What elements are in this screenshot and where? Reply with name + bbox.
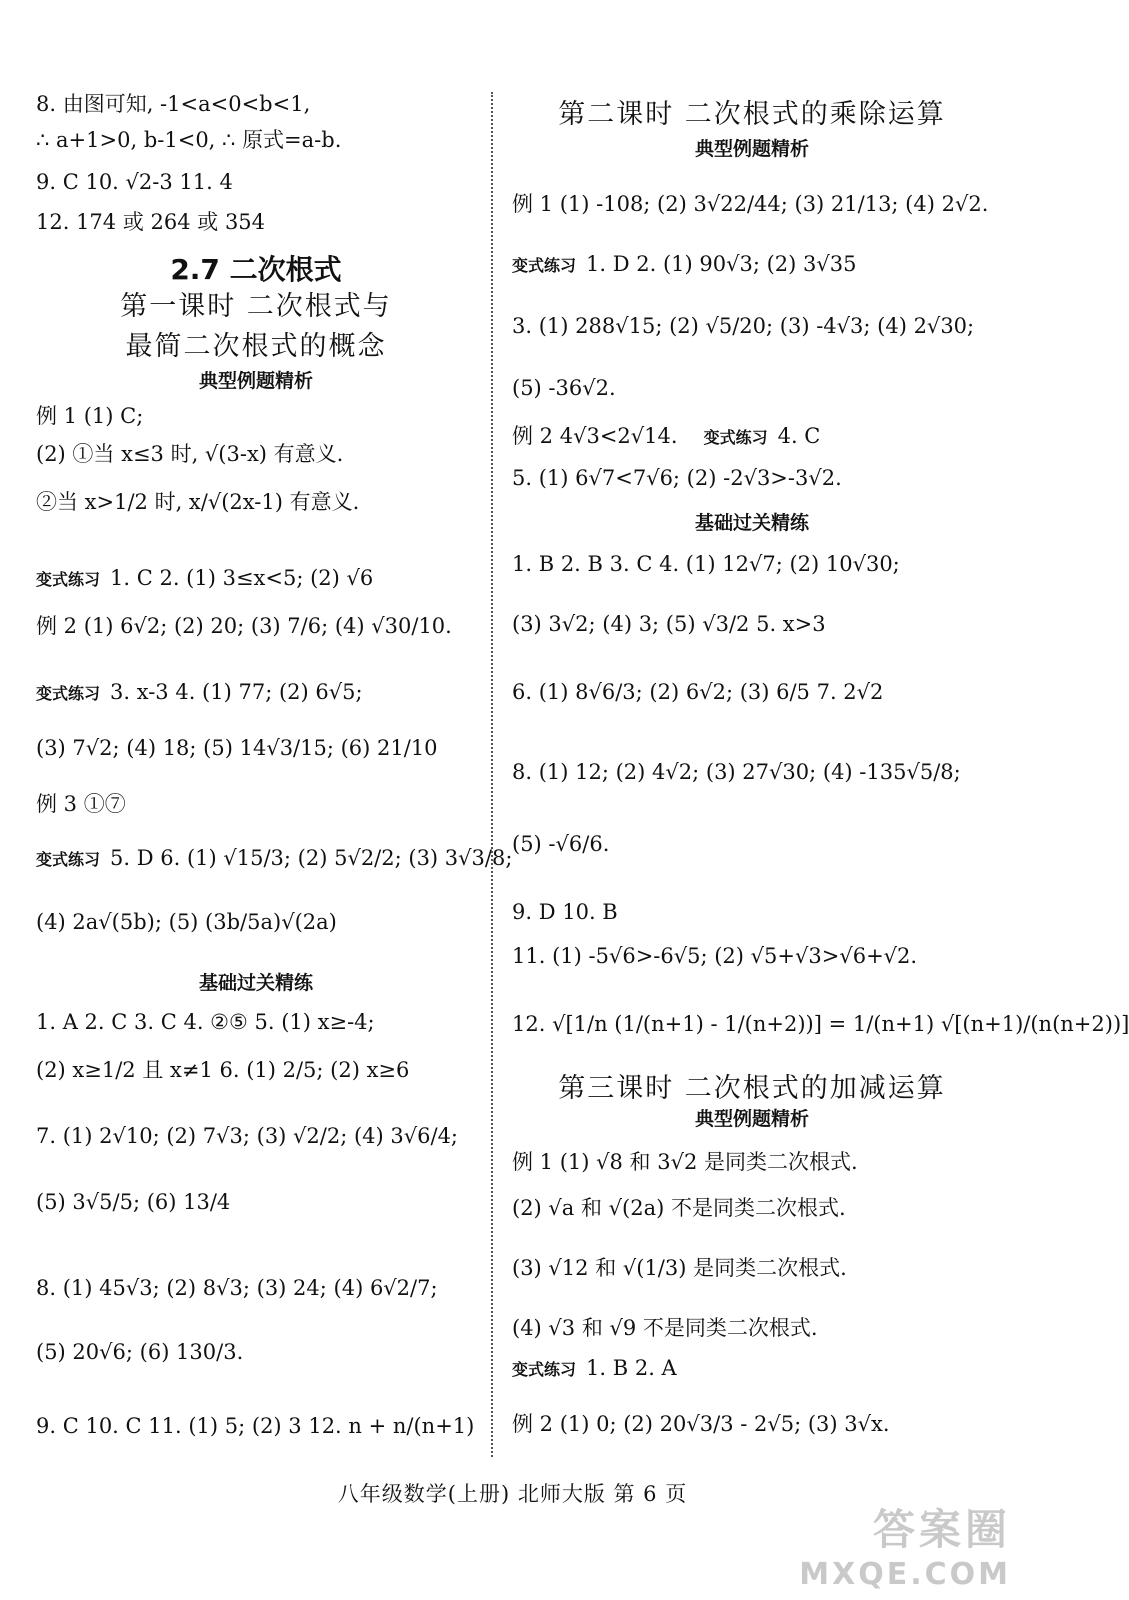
answer-text: 1. B 2. A: [586, 1356, 677, 1380]
answer-text: 1. C 2. (1) 3≤x<5; (2) √6: [110, 566, 374, 590]
answer-line: [36, 1190, 230, 1214]
answer-text: 8. (1) 12; (2) 4√2; (3) 27√30; (4) -135√5/8;: [512, 760, 961, 784]
answer-line: [512, 832, 609, 856]
answer-text: 4. C: [777, 424, 821, 448]
answer-text: 3. x-3 4. (1) 77; (2) 6√5;: [110, 680, 363, 704]
answer-text: 例 2 (1) 0; (2) 20√3/3 - 2√5; (3) 3√x.: [512, 1412, 890, 1436]
answer-text: 例 1 (1) √8 和 3√2 是同类二次根式.: [512, 1150, 858, 1174]
answer-line: [36, 490, 359, 514]
answer-text: (2) √a 和 √(2a) 不是同类二次根式.: [512, 1196, 846, 1220]
answer-line: [512, 612, 826, 636]
subsection-title: 典型例题精析: [198, 370, 313, 392]
answer-text: 9. C 10. √2-3 11. 4: [36, 170, 233, 194]
answer-text: 9. C 10. C 11. (1) 5; (2) 3 12. n + n/(n+1): [36, 1414, 475, 1438]
watermark-url: MXQE.COM: [799, 1557, 1011, 1592]
answer-line: [512, 1012, 1129, 1036]
answer-text: (4) √3 和 √9 不是同类二次根式.: [512, 1316, 818, 1340]
answer-line: [512, 900, 618, 924]
practice-tag: 变式练习: [512, 256, 577, 275]
answer-line: [512, 680, 883, 704]
answer-line: [512, 1412, 890, 1436]
answer-line: [36, 442, 343, 466]
answer-text: ∴ a+1>0, b-1<0, ∴ 原式=a-b.: [36, 128, 342, 152]
answer-line: [36, 680, 363, 704]
practice-tag: 变式练习: [703, 428, 768, 447]
answer-line: [36, 1124, 458, 1148]
answer-text: (5) -36√2.: [512, 376, 616, 400]
answer-text: 例 1 (1) C;: [36, 404, 144, 428]
watermark-logo-text: 答案圈: [872, 1505, 1011, 1554]
answer-line: [36, 1010, 375, 1034]
answer-line: [512, 376, 616, 400]
answer-text: 9. D 10. B: [512, 900, 618, 924]
answer-line: [36, 404, 143, 428]
answer-line: [512, 760, 961, 784]
answer-text: 例 2 4√3<2√14.: [512, 424, 678, 448]
answer-line: [36, 1058, 409, 1082]
answer-line: [36, 792, 126, 816]
answer-text: 例 2 (1) 6√2; (2) 20; (3) 7/6; (4) √30/10.: [36, 614, 452, 638]
answer-text: (2) x≥1/2 且 x≠1 6. (1) 2/5; (2) x≥6: [36, 1058, 410, 1082]
lesson-title: 第三课时 二次根式的加减运算: [558, 1073, 946, 1104]
answer-line: [512, 424, 820, 448]
answer-line: [512, 252, 856, 276]
answer-line: [36, 736, 438, 760]
answer-text: 12. 174 或 264 或 354: [36, 210, 266, 234]
lesson-title: 最简二次根式的概念: [125, 331, 387, 362]
subsection-title: 典型例题精析: [694, 1108, 809, 1130]
answer-line: [512, 1256, 847, 1280]
answer-text: 5. (1) 6√7<7√6; (2) -2√3>-3√2.: [512, 466, 842, 490]
answer-line: [512, 192, 988, 216]
subsection-title: 典型例题精析: [694, 138, 809, 160]
answer-text: (5) 3√5/5; (6) 13/4: [36, 1190, 231, 1214]
answer-text: (2) ①当 x≤3 时, √(3-x) 有意义.: [36, 442, 344, 466]
lesson-title: 第二课时 二次根式的乘除运算: [558, 99, 946, 130]
answer-line: [512, 1356, 677, 1380]
answer-line: [36, 566, 373, 590]
answer-line: [36, 846, 512, 870]
answer-text: 6. (1) 8√6/3; (2) 6√2; (3) 6/5 7. 2√2: [512, 680, 884, 704]
answer-text: (3) 7√2; (4) 18; (5) 14√3/15; (6) 21/10: [36, 736, 438, 760]
answer-text: 1. A 2. C 3. C 4. ②⑤ 5. (1) x≥-4;: [36, 1010, 375, 1034]
answer-line: [512, 1196, 846, 1220]
answer-line: [512, 466, 842, 490]
answer-text: (5) -√6/6.: [512, 832, 610, 856]
answer-line: [36, 170, 233, 194]
practice-tag: 变式练习: [36, 850, 101, 869]
answer-line: [512, 944, 917, 968]
answer-text: 12. √[1/n (1/(n+1) - 1/(n+2))] = 1/(n+1) √[(n+1)/(n(n+2))]: [512, 1012, 1129, 1036]
practice-tag: 变式练习: [36, 570, 101, 589]
answer-line: [512, 1316, 818, 1340]
answer-text: 5. D 6. (1) √15/3; (2) 5√2/2; (3) 3√3/8;: [110, 846, 513, 870]
answer-text: (4) 2a√(5b); (5) (3b/5a)√(2a): [36, 910, 337, 934]
subsection-title: 基础过关精练: [198, 972, 313, 994]
answer-line: [36, 910, 337, 934]
answer-line: [36, 1414, 474, 1438]
answer-line: [36, 1276, 438, 1300]
answer-text: 8. (1) 45√3; (2) 8√3; (3) 24; (4) 6√2/7;: [36, 1276, 438, 1300]
answer-line: [512, 1150, 858, 1174]
site-watermark: [799, 1497, 1011, 1592]
answer-line: [512, 314, 974, 338]
answer-text: 8. 由图可知, -1<a<0<b<1,: [36, 92, 311, 116]
subsection-title: 基础过关精练: [694, 512, 809, 534]
answer-text: ②当 x>1/2 时, x/√(2x-1) 有意义.: [36, 490, 360, 514]
answer-text: 1. B 2. B 3. C 4. (1) 12√7; (2) 10√30;: [512, 552, 900, 576]
section-title: 2.7 二次根式: [170, 253, 342, 286]
answer-line: [36, 128, 341, 152]
answer-text: 11. (1) -5√6>-6√5; (2) √5+√3>√6+√2.: [512, 944, 918, 968]
lesson-title: 第一课时 二次根式与: [120, 291, 392, 322]
answer-line: [512, 552, 900, 576]
answer-text: 1. D 2. (1) 90√3; (2) 3√35: [586, 252, 857, 276]
practice-tag: 变式练习: [512, 1360, 577, 1379]
answer-text: (3) √12 和 √(1/3) 是同类二次根式.: [512, 1256, 847, 1280]
answer-text: (5) 20√6; (6) 130/3.: [36, 1340, 244, 1364]
answer-text: 例 1 (1) -108; (2) 3√22/44; (3) 21/13; (4) 2√2.: [512, 192, 989, 216]
practice-tag: 变式练习: [36, 684, 101, 703]
page-footer: 八年级数学(上册) 北师大版 第 6 页: [337, 1482, 688, 1506]
answer-text: (3) 3√2; (4) 3; (5) √3/2 5. x>3: [512, 612, 826, 636]
answer-text: 3. (1) 288√15; (2) √5/20; (3) -4√3; (4) 2√30;: [512, 314, 975, 338]
answer-line: [36, 1340, 243, 1364]
answer-line: [36, 210, 265, 234]
answer-text: 例 3 ①⑦: [36, 792, 126, 816]
answer-text: 7. (1) 2√10; (2) 7√3; (3) √2/2; (4) 3√6/4;: [36, 1124, 459, 1148]
answer-line: [36, 614, 452, 638]
answer-line: [36, 92, 310, 116]
column-divider: [491, 92, 493, 1457]
